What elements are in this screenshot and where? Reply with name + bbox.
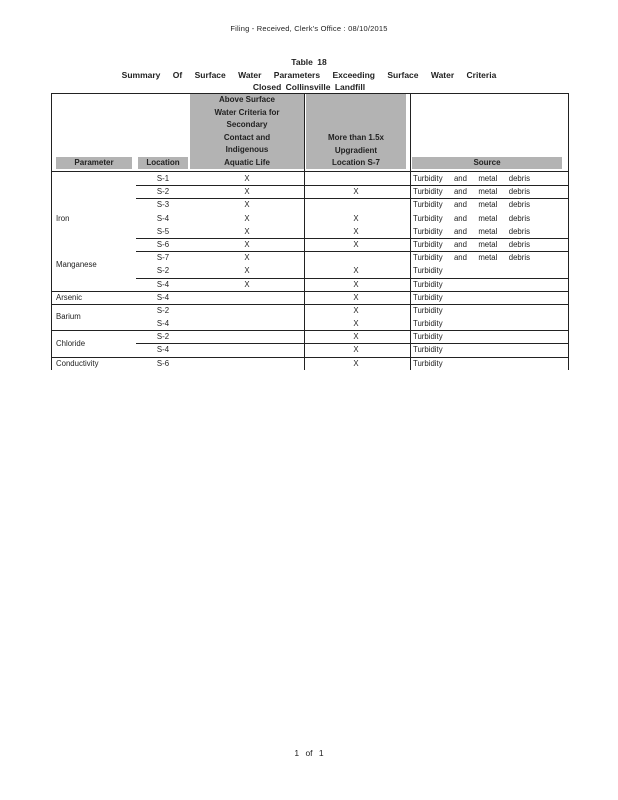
source-word: and — [453, 174, 467, 183]
source-cell — [413, 291, 530, 304]
source-cell — [413, 330, 530, 343]
location-cell: S-1 — [156, 174, 170, 183]
column-header-more-than: More than 1.5x Upgradient Location S-7 — [327, 133, 384, 167]
table-row — [52, 251, 568, 264]
source-word: debris — [508, 174, 530, 183]
above-criteria-cell: X — [244, 226, 250, 236]
source-cell — [413, 278, 530, 291]
table-body — [52, 172, 568, 370]
source-word: metal — [478, 213, 498, 223]
source-cell — [413, 343, 530, 356]
source-word: Turbidity — [413, 174, 443, 183]
parameter-cell: Arsenic — [56, 292, 82, 302]
location-cell: S-7 — [156, 253, 170, 263]
location-cell: S-2 — [156, 266, 170, 276]
source-word: Turbidity — [413, 332, 443, 342]
source-word: Turbidity — [413, 266, 443, 276]
above-criteria-cell: X — [244, 187, 250, 197]
parameter-cell: Barium — [56, 312, 81, 322]
source-word: Turbidity — [413, 319, 443, 329]
table-row — [52, 185, 568, 198]
parameter-cell: Conductivity — [56, 358, 99, 368]
source-word: Turbidity — [413, 226, 443, 236]
table-row — [52, 225, 568, 238]
source-word: Turbidity — [413, 279, 443, 289]
location-cell: S-4 — [156, 213, 170, 223]
source-word: metal — [478, 239, 498, 249]
source-cell — [413, 238, 530, 251]
source-word: debris — [508, 200, 530, 210]
source-word: debris — [508, 213, 530, 223]
column-header-source: Source — [473, 158, 501, 167]
more-than-cell: X — [353, 266, 359, 276]
above-criteria-cell: X — [244, 279, 250, 289]
location-cell: S-6 — [156, 239, 170, 249]
more-than-cell: X — [353, 239, 359, 249]
source-word: debris — [508, 239, 530, 249]
source-cell — [413, 357, 530, 370]
column-header-parameter: Parameter — [74, 158, 114, 167]
location-cell: S-2 — [156, 332, 170, 342]
page-number: 1 of 1 — [294, 748, 324, 758]
source-word: metal — [478, 253, 498, 263]
source-cell — [413, 304, 530, 317]
source-word: and — [453, 213, 467, 223]
source-word: metal — [478, 174, 498, 183]
location-cell: S-6 — [156, 358, 170, 368]
table-row — [52, 304, 568, 322]
table-row — [52, 291, 568, 304]
table-row — [52, 278, 568, 291]
source-word: Turbidity — [413, 292, 443, 302]
above-criteria-cell: X — [244, 266, 250, 276]
above-criteria-cell: X — [244, 253, 250, 263]
more-than-cell: X — [353, 279, 359, 289]
location-cell: S-4 — [156, 319, 170, 329]
source-word: and — [453, 187, 467, 197]
location-cell: S-5 — [156, 226, 170, 236]
table-row — [52, 330, 568, 348]
location-cell: S-2 — [156, 187, 170, 197]
source-word: and — [453, 253, 467, 263]
more-than-cell: X — [353, 187, 359, 197]
source-word: metal — [478, 200, 498, 210]
table-row — [52, 259, 568, 277]
source-word: metal — [478, 187, 498, 197]
source-word: debris — [508, 253, 530, 263]
parameter-cell: Iron — [56, 213, 70, 223]
column-header-above-criteria: Above Surface Water Criteria for Secondary Contact and Indigenous Aquatic Life — [214, 95, 280, 167]
table-row — [52, 357, 568, 370]
more-than-cell: X — [353, 305, 359, 315]
source-cell — [413, 225, 530, 238]
source-word: debris — [508, 187, 530, 197]
parameter-cell: Manganese — [56, 259, 97, 269]
table-header — [52, 94, 568, 172]
table-title: Summary Of Surface Water Parameters Exceeding Surface Water Criteria — [121, 70, 497, 80]
more-than-cell: X — [353, 332, 359, 342]
source-word: Turbidity — [413, 239, 443, 249]
source-word: and — [453, 226, 467, 236]
source-word: Turbidity — [413, 253, 443, 263]
table-row — [52, 198, 568, 211]
source-word: and — [453, 200, 467, 210]
source-word: metal — [478, 226, 498, 236]
source-cell — [413, 172, 530, 185]
column-header-location: Location — [146, 158, 180, 167]
filing-header: Filing - Received, Clerk's Office : 08/10/2015 — [230, 24, 388, 33]
table-row — [52, 212, 568, 225]
source-word: Turbidity — [413, 213, 443, 223]
source-cell — [413, 251, 530, 264]
more-than-cell: X — [353, 345, 359, 355]
source-word: Turbidity — [413, 187, 443, 197]
more-than-cell: X — [353, 226, 359, 236]
more-than-cell: X — [353, 213, 359, 223]
more-than-cell: X — [353, 292, 359, 302]
above-criteria-cell: X — [244, 200, 250, 210]
location-cell: S-4 — [156, 345, 170, 355]
source-word: Turbidity — [413, 358, 443, 368]
source-cell — [413, 264, 530, 277]
source-cell — [413, 185, 530, 198]
location-cell: S-2 — [156, 305, 170, 315]
location-cell: S-3 — [156, 200, 170, 210]
source-cell — [413, 317, 530, 330]
above-criteria-cell: X — [244, 174, 250, 183]
above-criteria-cell: X — [244, 213, 250, 223]
location-cell: S-4 — [156, 292, 170, 302]
surface-water-table — [51, 93, 569, 370]
table-row — [52, 172, 568, 185]
source-cell — [413, 212, 530, 225]
table-subtitle: Closed Collinsville Landfill — [252, 82, 366, 92]
table-row — [52, 343, 568, 356]
location-cell: S-4 — [156, 279, 170, 289]
source-word: Turbidity — [413, 200, 443, 210]
above-criteria-cell: X — [244, 239, 250, 249]
source-cell — [413, 198, 530, 211]
source-word: debris — [508, 226, 530, 236]
source-word: Turbidity — [413, 305, 443, 315]
more-than-cell: X — [353, 319, 359, 329]
more-than-cell: X — [353, 358, 359, 368]
parameter-cell: Chloride — [56, 338, 86, 348]
table-number: Table 18 — [291, 57, 327, 67]
source-word: and — [453, 239, 467, 249]
table-row — [52, 317, 568, 330]
source-word: Turbidity — [413, 345, 443, 355]
table-row — [52, 238, 568, 251]
